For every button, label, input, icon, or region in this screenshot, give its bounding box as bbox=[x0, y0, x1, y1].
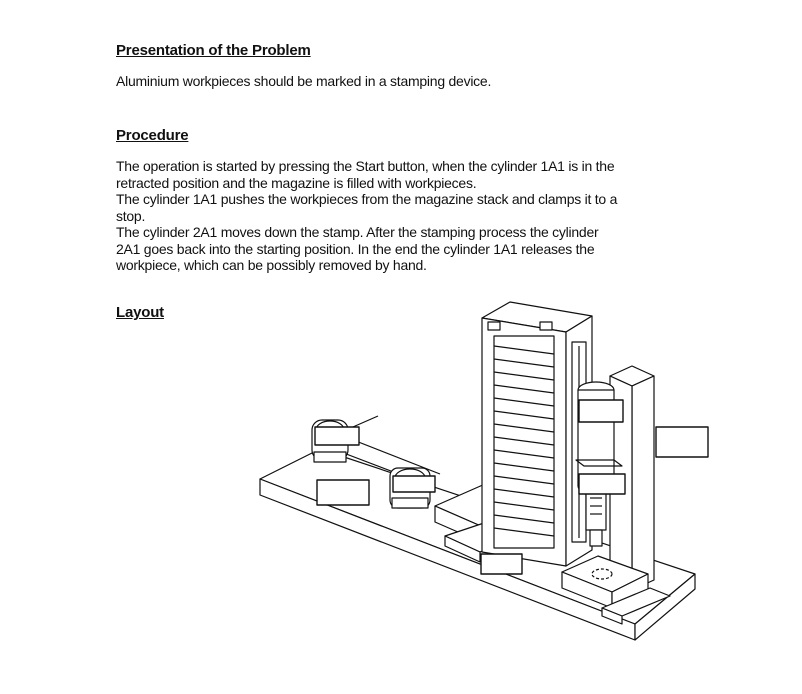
label-box-1a1-rear[interactable] bbox=[315, 427, 359, 445]
procedure-line: retracted position and the magazine is filled with workpieces. bbox=[116, 174, 477, 191]
procedure-line: The cylinder 2A1 moves down the stamp. After the stamping process the cylinder bbox=[116, 224, 599, 240]
heading-presentation-of-problem: Presentation of the Problem bbox=[116, 42, 311, 59]
procedure-line: stop. bbox=[116, 207, 146, 224]
problem-line: Aluminium workpieces should be marked in a stamping device. bbox=[116, 73, 492, 89]
procedure-text bbox=[116, 158, 776, 274]
label-box-left-plate[interactable] bbox=[317, 480, 369, 505]
label-box-magazine-bottom[interactable] bbox=[481, 554, 522, 574]
magazine-tower bbox=[482, 302, 592, 566]
procedure-line: 2A1 goes back into the starting position. In the end the cylinder 1A1 releases the bbox=[116, 240, 595, 257]
stamping-device-drawing bbox=[250, 284, 720, 684]
procedure-line: The cylinder 1A1 pushes the workpieces from the magazine stack and clamps it to a bbox=[116, 191, 618, 207]
heading-layout: Layout bbox=[116, 304, 164, 321]
label-box-2a1-bottom[interactable] bbox=[579, 474, 625, 494]
label-box-1a1-front[interactable] bbox=[393, 476, 435, 492]
procedure-line: workpiece, which can be possibly removed by hand. bbox=[116, 257, 427, 273]
problem-text bbox=[116, 73, 776, 90]
stamping-device-illustration bbox=[250, 284, 720, 684]
procedure-line: The operation is started by pressing the Start button, when the cylinder 1A1 is in the bbox=[116, 158, 615, 174]
label-box-frame-right[interactable] bbox=[656, 427, 708, 457]
heading-procedure: Procedure bbox=[116, 127, 189, 144]
label-box-2a1-top[interactable] bbox=[579, 400, 623, 422]
